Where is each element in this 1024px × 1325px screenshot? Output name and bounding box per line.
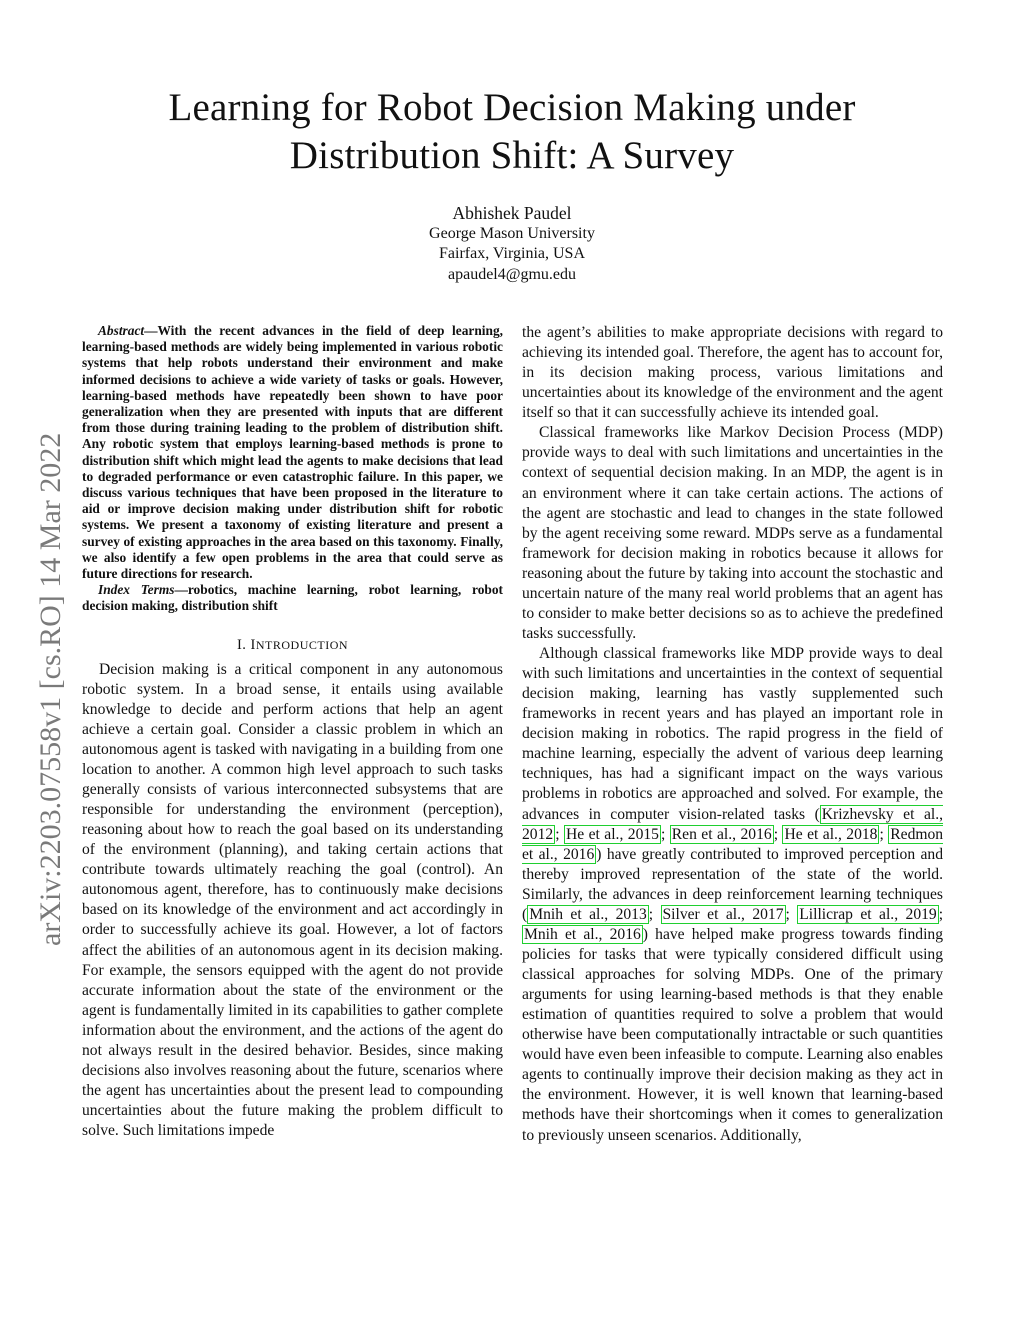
index-terms: Index Terms—robotics, machine learning, robot learning, robot decision making, distribution shift	[82, 582, 504, 614]
paper-title: Learning for Robot Decision Making under Distribution Shift: A Survey	[168, 86, 856, 177]
author-block	[0, 203, 1024, 285]
index-terms-text: robotics, machine learning, robot learning, robot decision making, distribution shift	[82, 582, 504, 614]
citation-link[interactable]: Mnih et al., 2013	[529, 905, 647, 923]
citation-group-rl: Mnih et al., 2013 ; Silver et al., 2017 ; Lillicrap et al., 2019 ; Mnih et al., 2016	[524, 905, 944, 943]
citation-link[interactable]: He et al., 2018	[784, 825, 878, 843]
author-affiliation: George Mason University	[429, 224, 595, 242]
citation-link[interactable]: Ren et al., 2016	[671, 825, 772, 843]
intro-paragraph-1-continued: the agent’s abilities to make appropriate decisions with regard to achieving its intended goal. Therefore, the agent has to account for, in its decision making process, various limitations and uncertainties about its knowledge of the environment and the agent itself so that it can successfully achieve its intended goal.	[522, 324, 943, 422]
section-number: I.	[236, 636, 247, 653]
left-column	[82, 323, 503, 1141]
citation-link[interactable]: Mnih et al., 2016	[524, 925, 641, 943]
author-name: Abhishek Paudel	[452, 203, 572, 223]
citation-link[interactable]: He et al., 2015	[565, 825, 659, 843]
author-email: apaudel4@gmu.edu	[447, 265, 577, 283]
abstract-text: With the recent advances in the field of deep learning, learning-based methods are widely being implemented in various robotic systems that help robots understand their environment and make informed decisions to achieve a wide variety of tasks or goals. However, learning-based methods have repeatedly been shown to have poor generalization when they are presented with inputs that are different from those during training leading to the problem of distribution shift. Any robotic system that employs learning-based methods is prone to distribution shift which might lead the agents to make decisions that lead to degraded performance or even catastrophic failure. In this paper, we discuss various techniques that have been proposed in the literature to aid or improve decision making under distribution shift for robotic systems. We present a taxonomy of existing literature and present a survey of existing approaches in the area based on this taxonomy. Finally, we also identify a few open problems in the area that could serve as future directions for research.	[82, 323, 503, 582]
section-title-initial: I	[250, 636, 256, 653]
section-heading	[82, 637, 503, 654]
arxiv-identifier: arXiv:2203.07558v1 [cs.RO] 14 Mar 2022	[34, 432, 67, 946]
author-location: Fairfax, Virginia, USA	[439, 245, 585, 262]
intro-paragraph-1: Decision making is a critical component in any autonomous robotic system. In a broad sense, it entails using available knowledge to decide and perform actions that help an agent achieve a certain goal. Consider a classic problem in which an autonomous agent is tasked with navigating in a building from one location to another. A common high level approach to such tasks generally consists of various interconnected subsystems that are responsible for understanding the environment (perception), reasoning about how to reach the goal based on its understanding of the environment (planning), and taking certain actions that contribute towards ultimately reaching the goal (control). An autonomous agent, therefore, has to continuously make decisions based on its knowledge of the environment and act accordingly in order to successfully achieve its goal. However, a lot of factors affect the abilities of an autonomous agent in its decision making. For example, the sensors equipped with the agent do not provide accurate information about the state of the environment or the agent is fundamentally limited in its capabilities to gather complete information about the environment, and the actions of the agent do not always result in the desired behavior. Besides, since making decisions also involves reasoning about the future, scenarios where the agent has uncertainties about the present lead to compounding uncertainties about the future making the problem difficult to solve. Such limitations impede	[82, 660, 503, 1140]
section-title-rest: NTRODUCTION	[255, 637, 349, 652]
abstract-label: Abstract	[98, 323, 145, 338]
citation-link[interactable]: Redmon et al., 2016	[522, 825, 944, 863]
text-segment: Although classical frameworks like MDP provide ways to deal with such limitations and uncertainties in the context of sequential decision making, learning has vastly supplemented such frameworks in recent years and has played an important role in decision making in robotics. The rapid progress in the field of machine learning, especially the advent of various deep learning techniques, has had a significant impact on the ways various problems in robotics are approached and solved. For example, the advances in computer vision-related tasks (	[522, 645, 943, 823]
intro-paragraph-3	[522, 644, 943, 1146]
citation-group-vision: Krizhevsky et al., 2012 ; He et al., 2015 ; Ren et al., 2016 ; He et al., 2018 ; Redmon et al., 2016	[522, 805, 944, 863]
text-segment: ) have greatly contributed to improved perception and thereby improved representation of the state of the world. Similarly, the advances in deep reinforcement learning techniques (	[522, 845, 944, 923]
abstract-paragraph: Abstract—With the recent advances in the field of deep learning, learning-based methods are widely being implemented in various robotic systems that help robots understand their environment and make informed decisions to achieve a wide variety of tasks or goals. However, learning-based methods have repeatedly been shown to have poor generalization when they are presented with inputs that are different from those during training leading to the problem of distribution shift. Any robotic system that employs learning-based methods is prone to distribution shift which might lead the agents to make decisions that lead to degraded performance or even catastrophic failure. In this paper, we discuss various techniques that have been proposed in the literature to aid or improve decision making under distribution shift for robotic systems. We present a taxonomy of existing literature and present a survey of existing approaches in the area based on this taxonomy. Finally, we also identify a few open problems in the area that could serve as future directions for research.	[82, 323, 503, 582]
intro-paragraph-2: Classical frameworks like Markov Decision Process (MDP) provide ways to deal with such limitations and uncertainties in the context of sequential decision making. In an MDP, the agent is in an environment where it can take certain actions. The actions of the agent are stochastic and lead to changes in the state followed by the agent receiving some reward. MDPs serve as a fundamental framework for decision making in robotics because it allows for reasoning about the future by taking into account the stochastic and uncertain nature of the many real world problems that an agent has to consider to make better decisions so as to achieve the predefined tasks successfully.	[522, 424, 943, 642]
abstract	[82, 323, 503, 615]
right-column	[522, 323, 943, 1146]
citation-link[interactable]: Krizhevsky et al., 2012	[522, 805, 943, 843]
citation-link[interactable]: Lillicrap et al., 2019	[799, 905, 937, 923]
citation-link[interactable]: Silver et al., 2017	[662, 905, 784, 923]
index-terms-label: Index Terms	[98, 582, 175, 598]
text-segment: ) have helped make progress towards finding policies for tasks that were typically considered difficult using classical approaches for solving MDPs. One of the primary arguments for using learning-based methods is that they enable estimation of quantities required to solve a problem that would otherwise have been computationally intractable or such quantities would have even been infeasible to compute. Learning also enables agents to continually improve their decision making as they act in the environment. However, it is well known that learning-based methods have their shortcomings when it comes to generalization to previously unseen scenarios. Additionally,	[522, 925, 944, 1144]
